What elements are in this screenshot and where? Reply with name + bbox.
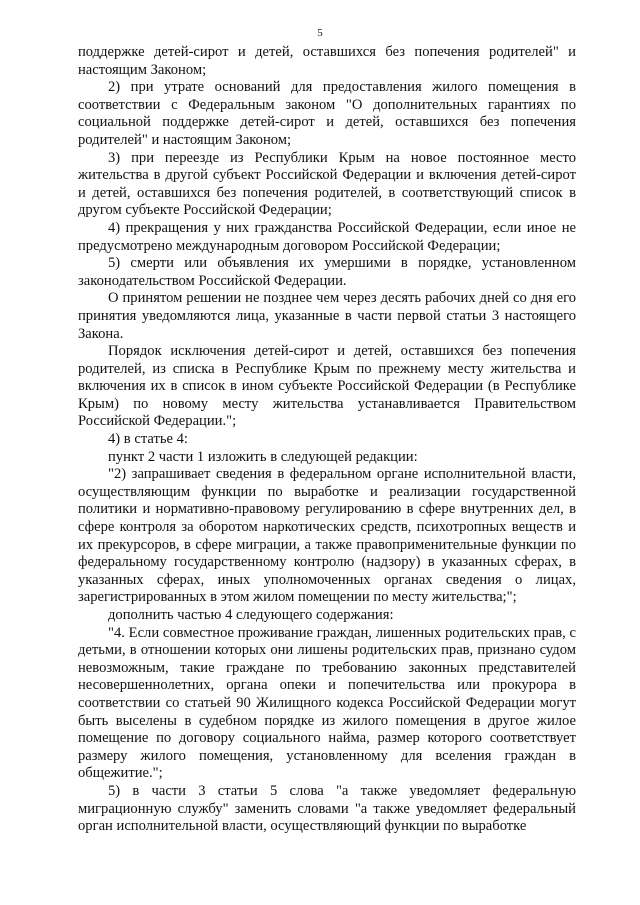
page-number: 5 [317, 27, 323, 39]
paragraph-part-4-intro: дополнить частью 4 следующего содержания: [108, 607, 394, 623]
paragraph-exclusion-procedure: Порядок исключения детей-сирот и детей, оставшихся без попечения родителей, из списка в Республике Крым по прежнему месту жительства и включения их в список в ином субъекте Российской Федерации (в Республике Крым) по новому месту жительства устанавливается Правительством Российской Федерации."; [78, 343, 576, 430]
paragraph-continuation: поддержке детей-сирот и детей, оставшихся без попечения родителей" и настоящим Законом; [78, 44, 576, 78]
paragraph-item-2: 2) при утрате оснований для предоставления жилого помещения в соответствии с Федеральным законом "О дополнительных гарантиях по социальной поддержке детей-сирот и детей, оставшихся без попечения родителей" и настоящим Законом; [78, 79, 576, 148]
paragraph-item-4: 4) прекращения у них гражданства Российской Федерации, если иное не предусмотрено международным договором Российской Федерации; [78, 219, 576, 254]
paragraph-item-5: 5) смерти или объявления их умершими в порядке, установленном законодательством Российской Федерации. [78, 255, 576, 289]
document-body [78, 44, 576, 836]
paragraph-item-3: 3) при переезде из Республики Крым на новое постоянное место жительства в другой субъект Российской Федерации и включения детей-сирот и детей, оставшихся без попечения родителей, в соответствующий список в другом субъекте Российской Федерации; [78, 149, 576, 219]
paragraph-point-2-intro: пункт 2 части 1 изложить в следующей редакции: [108, 448, 418, 465]
paragraph-article-5: 5) в части 3 статьи 5 слова "а также уведомляет федеральную миграционную службу" заменить словами "а также уведомляет федеральный орган исполнительной власти, осуществляющий функции по выработке [78, 782, 576, 835]
paragraph-part-4-text: "4. Если совместное проживание граждан, лишенных родительских прав, с детьми, в отношении которых они лишены родительских прав, признано судом невозможным, такие граждане по требованию законных представителей несовершеннолетних, органа опеки и попечительства или прокурора в соответствии со статьей 90 Жилищного кодекса Российской Федерации могут быть выселены в судебном порядке из жилого помещения в другое жилое помещение по договору социального найма, размер которого соответствует размеру жилого помещения, установленному для вселения граждан в общежитие."; [78, 624, 576, 782]
paragraph-point-2-text: "2) запрашивает сведения в федеральном органе исполнительной власти, осуществляющим функции по выработке и реализации государственной политики и нормативно-правовому регулированию в сфере внутренних дел, в сфере контроля за оборотом наркотических средств, психотропных веществ и их прекурсоров, в сфере миграции, а также правоприменительные функции по федеральному государственному контролю (надзору) в указанных сферах, в указанных сферах, иных уполномоченных органах сведения о лицах, зарегистрированных в этом жилом помещении по месту жительства;"; [78, 466, 576, 606]
paragraph-notification: О принятом решении не позднее чем через десять рабочих дней со дня его принятия уведомляются лица, указанные в части первой статьи 3 настоящего Закона. [78, 290, 576, 342]
paragraph-article-4: 4) в статье 4: [108, 431, 188, 448]
